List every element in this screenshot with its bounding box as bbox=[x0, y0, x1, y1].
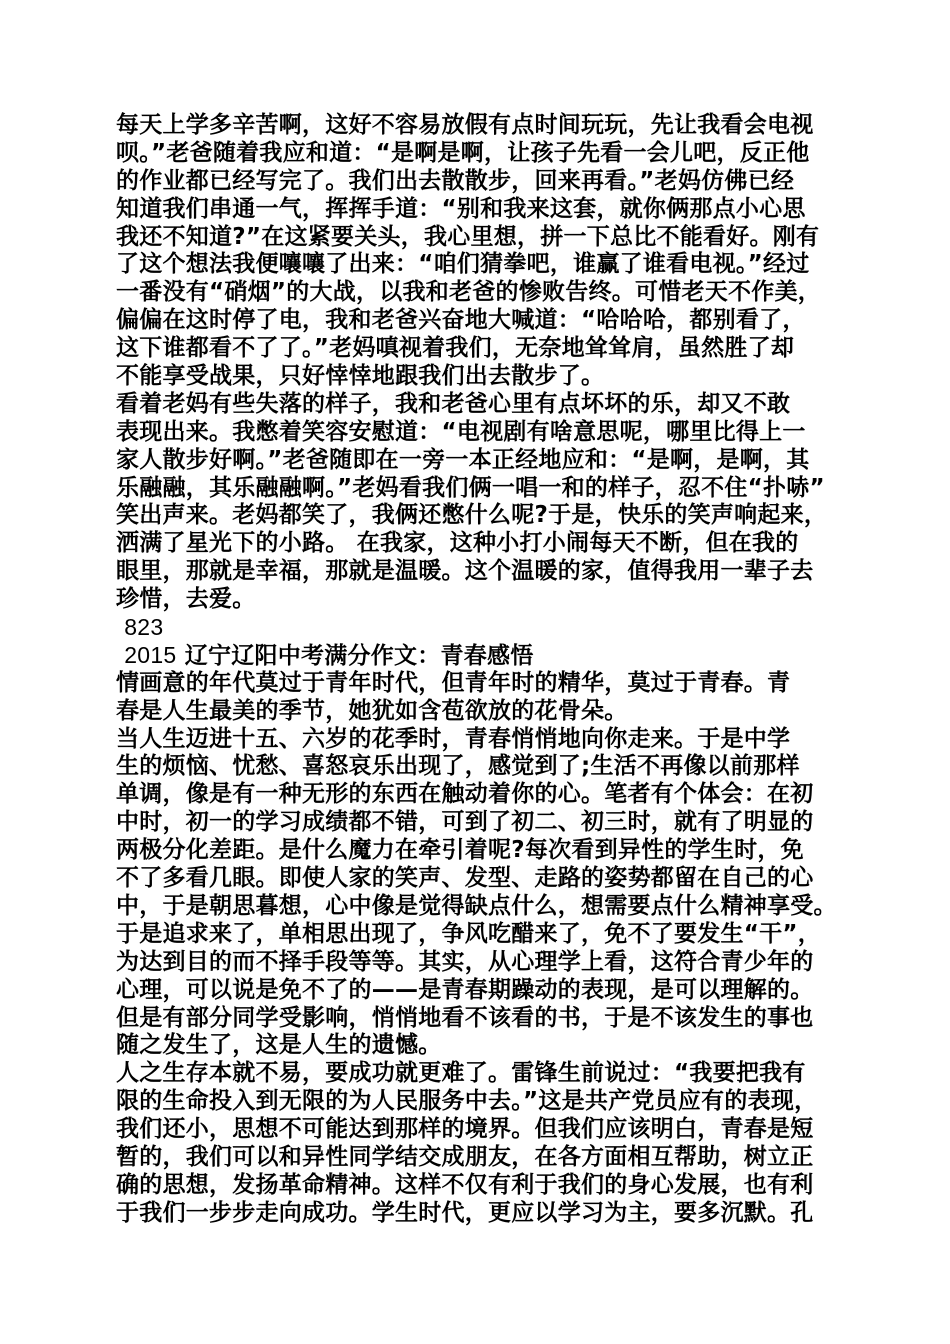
text-line: 当人生迈进十五、六岁的花季时，青春悄悄地向你走来。于是中学 bbox=[116, 725, 791, 752]
essay-title bbox=[116, 642, 852, 670]
text-line: 于是追求来了，单相思出现了，争风吃醋来了，免不了要发生“干”， bbox=[116, 920, 821, 947]
page-number: 823 bbox=[124, 614, 164, 641]
text-line: 我还不知道?”在这紧要关头，我心里想，拼一下总比不能看好。刚有 bbox=[116, 223, 820, 250]
essay-title-year: 2015 bbox=[124, 641, 177, 668]
text-line: 每天上学多辛苦啊，这好不容易放假有点时间玩玩，先让我看会电视 bbox=[116, 112, 814, 138]
text-line: 表现出来。我憋着笑容安慰道：“电视剧有啥意思呢，哪里比得上一 bbox=[116, 418, 806, 445]
text-line: 单调，像是有一种无形的东西在触动着你的心。笔者有个体会：在初 bbox=[116, 781, 814, 808]
text-line: 洒满了星光下的小路。 在我家，这种小打小闹每天不断，但在我的 bbox=[116, 530, 799, 557]
text-line: 这下谁都看不了了。”老妈嗔视着我们，无奈地耸耸肩，虽然胜了却 bbox=[116, 335, 795, 362]
text-line: 了这个想法我便嚷嚷了出来：“咱们猜拳吧，谁赢了谁看电视。”经过 bbox=[116, 251, 810, 278]
text-line: 中，于是朝思暮想，心中像是觉得缺点什么，想需要点什么精神享受。 bbox=[116, 892, 837, 919]
text-line: 看着老妈有些失落的样子，我和老爸心里有点坏坏的乐，却又不敢 bbox=[116, 390, 791, 417]
text-line: 乐融融，其乐融融啊。”老妈看我们俩一唱一和的样子，忍不住“扑哧” bbox=[116, 474, 825, 501]
text-line: 但是有部分同学受影响，悄悄地看不该看的书，于是不该发生的事也 bbox=[116, 1004, 814, 1031]
text-line: 中时，初一的学习成绩都不错，可到了初二、初三时，就有了明显的 bbox=[116, 809, 814, 836]
text-line: 不了多看几眼。即使人家的笑声、发型、走路的姿势都留在自己的心 bbox=[116, 865, 814, 892]
text-line: 暂的，我们可以和异性同学结交成朋友，在各方面相互帮助，树立正 bbox=[116, 1143, 814, 1170]
text-line: 人之生存本就不易，要成功就更难了。雷锋生前说过：“我要把我有 bbox=[116, 1060, 806, 1087]
page-number-line bbox=[116, 614, 852, 642]
text-line: 眼里，那就是幸福，那就是温暖。这个温暖的家，值得我用一辈子去 bbox=[116, 558, 814, 585]
text-line: 珍惜，去爱。 bbox=[116, 586, 256, 613]
text-line: 一番没有“硝烟”的大战，以我和老爸的惨败告终。可惜老天不作美， bbox=[116, 279, 821, 306]
text-line: 家人散步好啊。”老爸随即在一旁一本正经地应和：“是啊，是啊，其 bbox=[116, 446, 810, 473]
text-line: 春是人生最美的季节，她犹如含苞欲放的花骨朵。 bbox=[116, 697, 628, 724]
text-line: 偏偏在这时停了电，我和老爸兴奋地大喊道：“哈哈哈，都别看了， bbox=[116, 307, 806, 334]
text-line: 限的生命投入到无限的为人民服务中去。”这是共产党员应有的表现， bbox=[116, 1088, 818, 1115]
text-line: 呗。”老爸随着我应和道：“是啊是啊，让孩子先看一会儿吧，反正他 bbox=[116, 139, 810, 166]
text-line: 心理，可以说是免不了的——是青春期躁动的表现，是可以理解的。 bbox=[116, 976, 814, 1003]
text-line: 随之发生了，这是人生的遗憾。 bbox=[116, 1032, 442, 1059]
text-line: 的作业都已经写完了。我们出去散散步，回来再看。”老妈仿佛已经 bbox=[116, 167, 795, 194]
text-line: 确的思想，发扬革命精神。这样不仅有利于我们的身心发展，也有利 bbox=[116, 1171, 814, 1198]
text-line: 为达到目的而不择手段等等。其实，从心理学上看，这符合青少年的 bbox=[116, 948, 814, 975]
text-line: 情画意的年代莫过于青年时代，但青年时的精华，莫过于青春。青 bbox=[116, 669, 791, 696]
text-line: 知道我们串通一气，挥挥手道：“别和我来这套，就你俩那点小心思 bbox=[116, 195, 806, 222]
text-line: 生的烦恼、忧愁、喜怒哀乐出现了，感觉到了;生活不再像以前那样 bbox=[116, 753, 800, 780]
text-line: 于我们一步步走向成功。学生时代，更应以学习为主，要多沉默。孔 bbox=[116, 1199, 814, 1226]
text-line: 不能享受战果，只好悻悻地跟我们出去散步了。 bbox=[116, 363, 605, 390]
text-line: 我们还小，思想不可能达到那样的境界。但我们应该明白，青春是短 bbox=[116, 1116, 814, 1143]
essay-text bbox=[116, 112, 852, 1228]
text-line: 笑出声来。老妈都笑了，我俩还憋什么呢?于是，快乐的笑声响起来， bbox=[116, 502, 828, 529]
text-line: 两极分化差距。是什么魔力在牵引着呢?每次看到异性的学生时，免 bbox=[116, 837, 804, 864]
essay-title-text: 辽宁辽阳中考满分作文：青春感悟 bbox=[184, 642, 534, 669]
